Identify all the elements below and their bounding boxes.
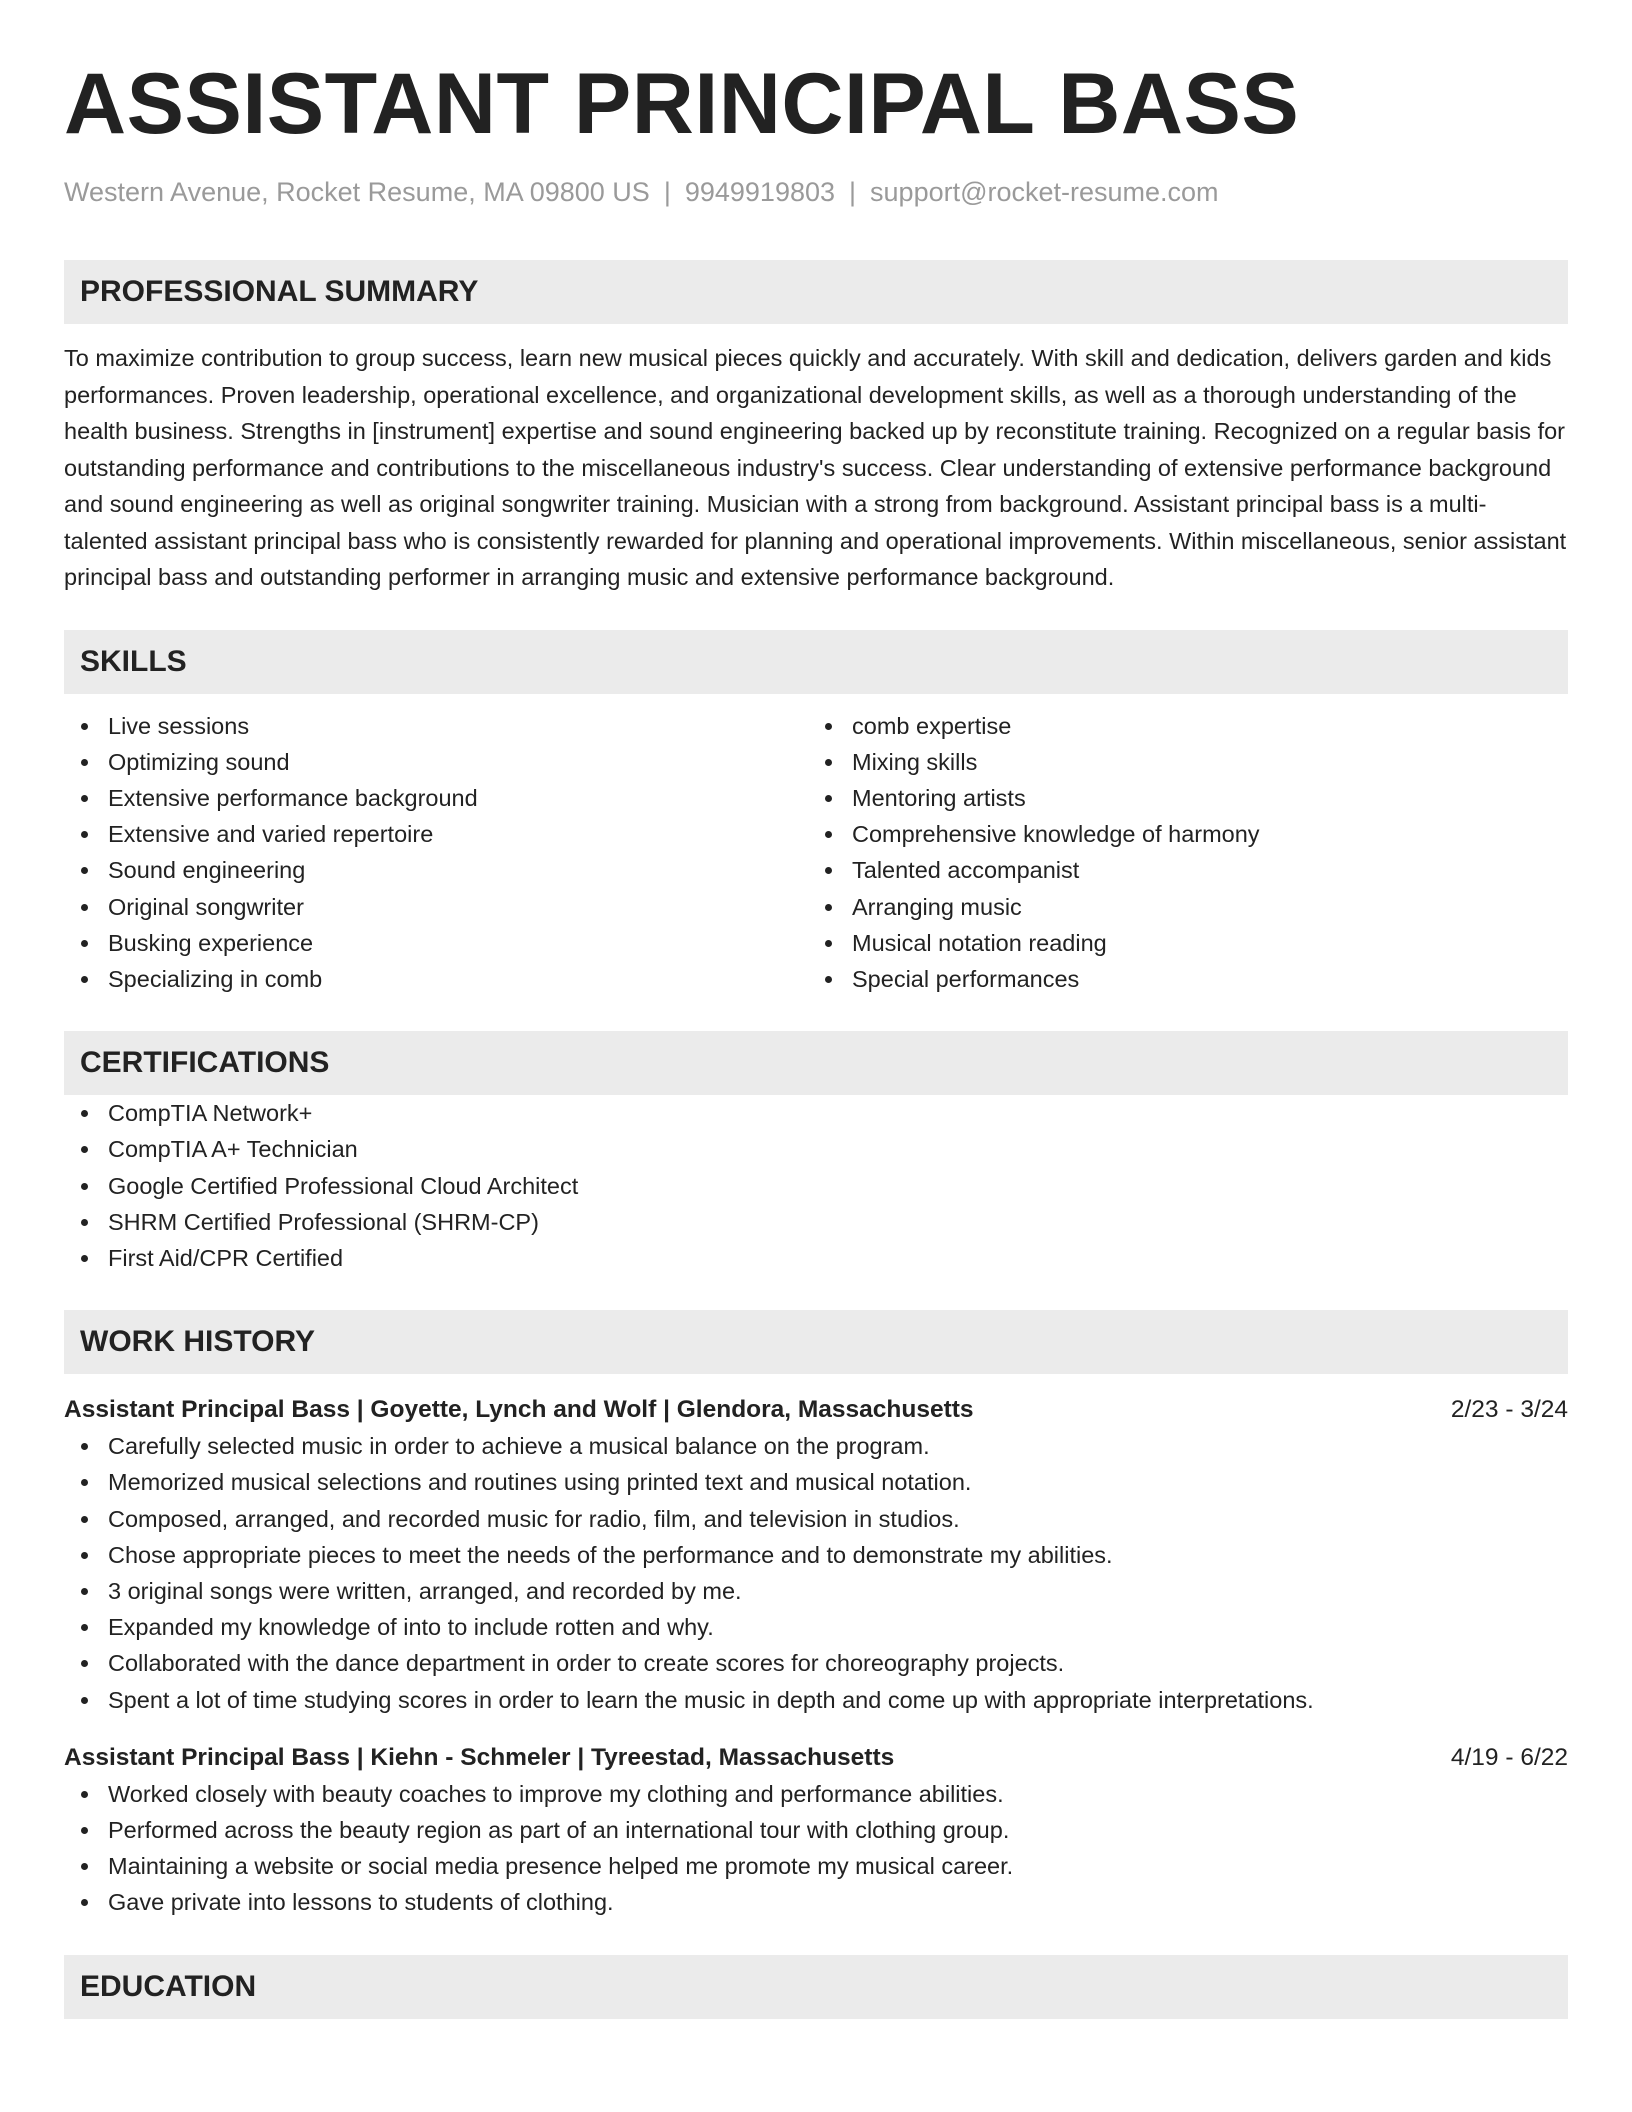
skills-column-right [808, 708, 1552, 998]
skills-grid [64, 708, 1568, 998]
skills-column-left [64, 708, 808, 998]
section-header-skills: SKILLS [64, 630, 1568, 694]
job-bullet: Memorized musical selections and routines using printed text and musical notation. [64, 1464, 1568, 1500]
skills-list-right [808, 708, 1552, 998]
certification-item: SHRM Certified Professional (SHRM-CP) [64, 1204, 1568, 1240]
skill-item: Arranging music [808, 889, 1552, 925]
job-bullet: Expanded my knowledge of into to include rotten and why. [64, 1609, 1568, 1645]
skill-item: Musical notation reading [808, 925, 1552, 961]
skill-item: comb expertise [808, 708, 1552, 744]
skill-item: Original songwriter [64, 889, 808, 925]
contact-line [64, 174, 1568, 210]
skill-item: Mixing skills [808, 744, 1552, 780]
job-bullets [64, 1776, 1568, 1921]
job-header [64, 1740, 1568, 1776]
summary-text: To maximize contribution to group success, learn new musical pieces quickly and accurately. With skill and dedication, delivers garden and kids performances. Proven leadership, operational excellence, and organizational development skills, as well as a thorough understanding of the health business. Strengths in [instrument] expertise and sound engineering backed up by reconstitute training. Recognized on a regular basis for outstanding performance and contributions to the miscellaneous industry's success. Clear understanding of extensive performance background and sound engineering as well as original songwriter training. Musician with a strong from background. Assistant principal bass is a multi-talented assistant principal bass who is consistently rewarded for planning and operational improvements. Within miscellaneous, senior assistant principal bass and outstanding performer in arranging music and extensive performance background. [64, 345, 1567, 590]
skill-item: Talented accompanist [808, 852, 1552, 888]
skill-item: Special performances [808, 961, 1552, 997]
skill-item: Mentoring artists [808, 780, 1552, 816]
job-dates: 4/19 - 6/22 [1450, 1743, 1568, 1771]
skill-item: Live sessions [64, 708, 808, 744]
job-bullet: Composed, arranged, and recorded music for radio, film, and television in studios. [64, 1501, 1568, 1537]
contact-separator: | [849, 177, 857, 207]
section-header-certifications: CERTIFICATIONS [64, 1031, 1568, 1095]
certifications-list [64, 1095, 1568, 1276]
job-bullet: Spent a lot of time studying scores in order to learn the music in depth and come up with appropriate interpretations. [64, 1682, 1568, 1718]
job-bullet: Maintaining a website or social media presence helped me promote my musical career. [64, 1848, 1568, 1884]
certification-item: Google Certified Professional Cloud Architect [64, 1168, 1568, 1204]
contact-separator: | [663, 177, 671, 207]
resume-name: ASSISTANT PRINCIPAL BASS [64, 56, 1300, 152]
certification-item: First Aid/CPR Certified [64, 1240, 1568, 1276]
skill-item: Comprehensive knowledge of harmony [808, 816, 1552, 852]
skill-item: Optimizing sound [64, 744, 808, 780]
job-bullet: Worked closely with beauty coaches to improve my clothing and performance abilities. [64, 1776, 1568, 1812]
skills-list-left [64, 708, 808, 998]
job-header [64, 1392, 1568, 1428]
skill-item: Busking experience [64, 925, 808, 961]
job-dates: 2/23 - 3/24 [1450, 1396, 1568, 1424]
job-bullet: Collaborated with the dance department in order to create scores for choreography projects. [64, 1645, 1568, 1681]
job-bullet: Chose appropriate pieces to meet the needs of the performance and to demonstrate my abilities. [64, 1537, 1568, 1573]
section-header-summary: PROFESSIONAL SUMMARY [64, 260, 1568, 324]
job-bullet: Carefully selected music in order to achieve a musical balance on the program. [64, 1428, 1568, 1464]
certification-item: CompTIA Network+ [64, 1095, 1568, 1131]
job-bullets [64, 1428, 1568, 1718]
contact-email: support@rocket-resume.com [870, 177, 1219, 207]
skill-item: Specializing in comb [64, 961, 808, 997]
contact-address: Western Avenue, Rocket Resume, MA 09800 US [64, 177, 650, 207]
skill-item: Extensive performance background [64, 780, 808, 816]
skill-item: Sound engineering [64, 852, 808, 888]
job-bullet: 3 original songs were written, arranged, and recorded by me. [64, 1573, 1568, 1609]
job-title: Assistant Principal Bass | Kiehn - Schmeler | Tyreestad, Massachusetts [64, 1743, 895, 1771]
certification-item: CompTIA A+ Technician [64, 1131, 1568, 1167]
skill-item: Extensive and varied repertoire [64, 816, 808, 852]
section-header-education: EDUCATION [64, 1955, 1568, 2019]
contact-phone: 9949919803 [684, 177, 836, 207]
job-bullet: Performed across the beauty region as part of an international tour with clothing group. [64, 1812, 1568, 1848]
job-bullet: Gave private into lessons to students of clothing. [64, 1884, 1568, 1920]
section-header-work-history: WORK HISTORY [64, 1310, 1568, 1374]
job-title: Assistant Principal Bass | Goyette, Lynch and Wolf | Glendora, Massachusetts [64, 1396, 974, 1424]
